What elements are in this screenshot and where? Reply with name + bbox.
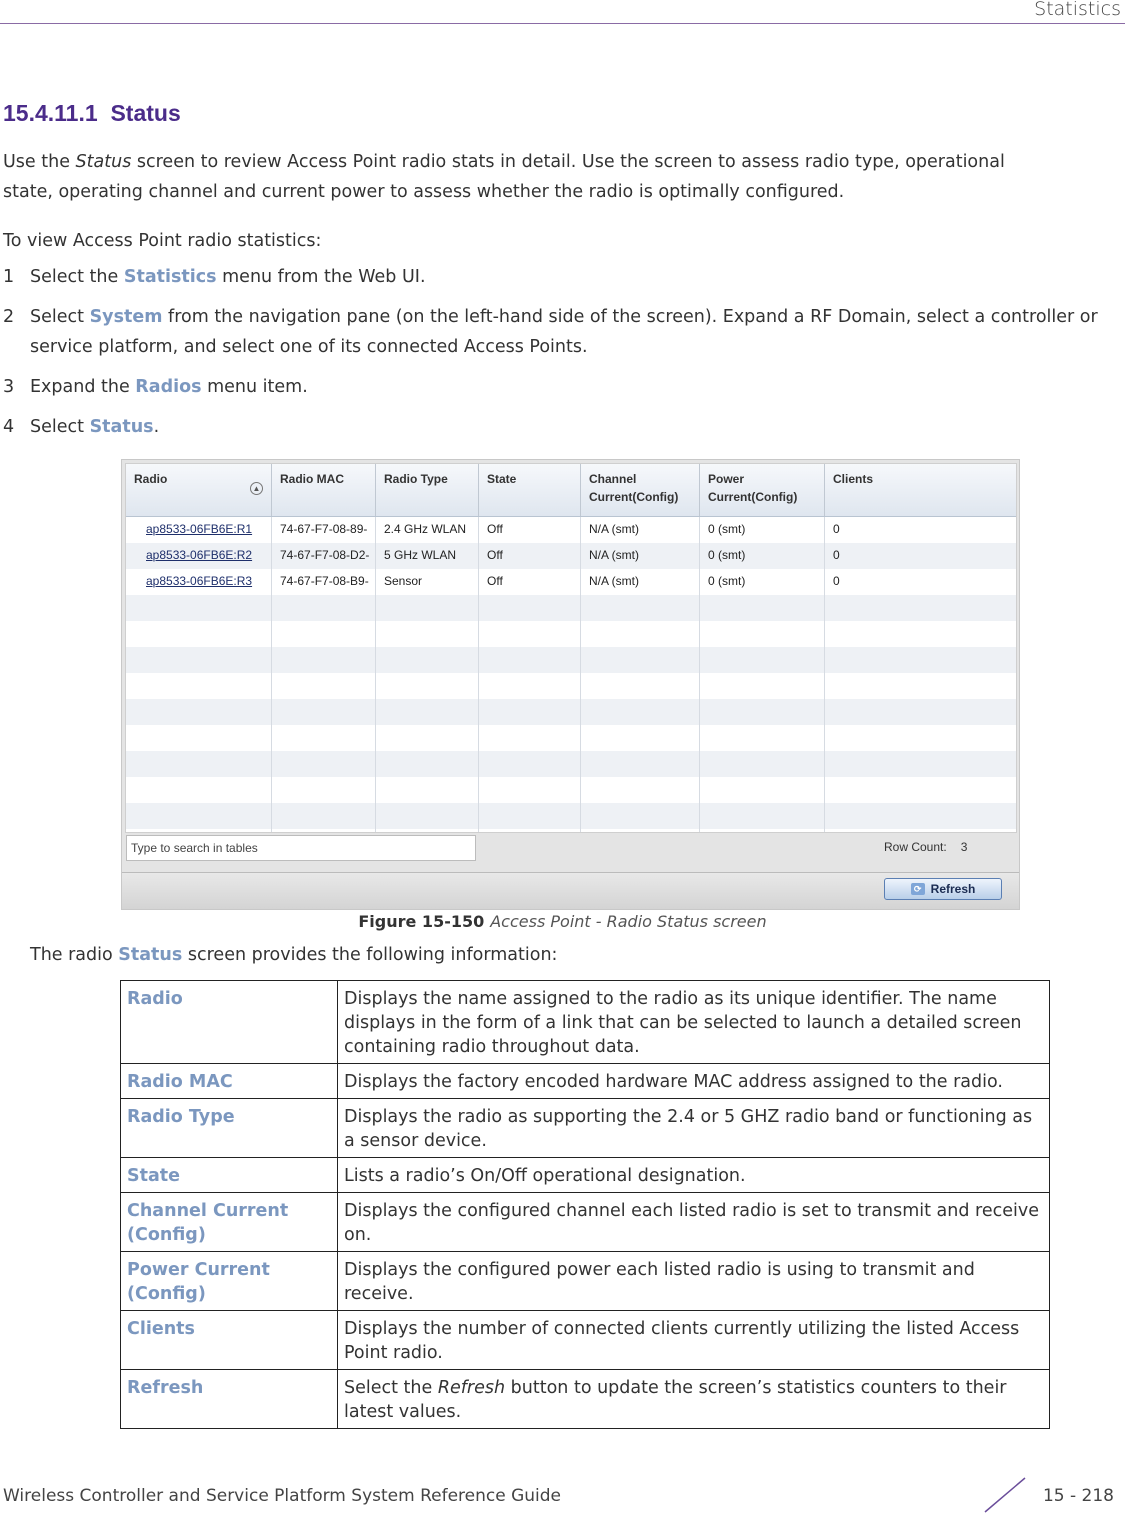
table-row bbox=[121, 1158, 1050, 1193]
table-cell: N/A (smt) bbox=[589, 522, 639, 536]
step-4 bbox=[3, 412, 1113, 442]
step-text: Select the bbox=[30, 267, 124, 287]
section-title: Status bbox=[110, 100, 181, 126]
step-2 bbox=[3, 302, 1113, 362]
table-row bbox=[121, 1370, 1050, 1429]
column-header-radio-mac[interactable]: Radio MAC bbox=[272, 464, 376, 516]
step-text: Select bbox=[30, 307, 90, 327]
step-keyword: Radios bbox=[135, 377, 202, 397]
procedure-steps bbox=[3, 262, 1113, 452]
table-row[interactable] bbox=[126, 517, 1016, 543]
grid-stripe bbox=[126, 647, 1016, 673]
table-cell: 0 (smt) bbox=[708, 522, 746, 536]
figure-label: Figure 15-150 bbox=[358, 912, 485, 931]
column-header-radio[interactable] bbox=[126, 464, 272, 516]
field-term: Refresh bbox=[121, 1370, 338, 1429]
info-intro bbox=[30, 940, 557, 970]
intro-text-cont: screen to review Access Point radio stats in detail. Use the screen to assess radio type, operational bbox=[131, 152, 1005, 172]
table-search-input[interactable]: Type to search in tables bbox=[126, 835, 476, 861]
header-rule bbox=[0, 23, 1125, 24]
field-term: Radio Type bbox=[121, 1099, 338, 1158]
radio-link[interactable]: ap8533-06FB6E:R2 bbox=[146, 548, 253, 562]
table-cell: 0 (smt) bbox=[708, 548, 746, 562]
grid-stripe bbox=[126, 621, 1016, 647]
step-text: Expand the bbox=[30, 377, 136, 397]
table-row[interactable] bbox=[126, 543, 1016, 569]
page-number: 15 - 218 bbox=[1042, 1486, 1114, 1506]
table-cell: 74-67-F7-08-B9- bbox=[280, 574, 369, 588]
figure-caption-text: Access Point - Radio Status screen bbox=[490, 912, 767, 931]
table-row bbox=[121, 1252, 1050, 1311]
field-term: Radio bbox=[121, 981, 338, 1064]
field-description bbox=[338, 1370, 1050, 1429]
section-number: 15.4.11.1 bbox=[3, 100, 98, 126]
field-term: Channel Current (Config) bbox=[121, 1193, 338, 1252]
info-intro-keyword: Status bbox=[118, 945, 183, 965]
grid-stripe bbox=[126, 777, 1016, 803]
field-description: Displays the factory encoded hardware MAC address assigned to the radio. bbox=[338, 1064, 1050, 1099]
table-cell: 0 bbox=[833, 574, 840, 588]
step-text: menu item. bbox=[201, 377, 308, 397]
radio-link[interactable]: ap8533-06FB6E:R1 bbox=[146, 522, 253, 536]
table-row bbox=[121, 1064, 1050, 1099]
refresh-button[interactable] bbox=[884, 878, 1002, 900]
step-text: from the navigation pane (on the left-hand side of the screen). Expand a RF Domain, select a controller or service platform, and select one of its connected Access Points. bbox=[30, 307, 1098, 357]
table-cell: Sensor bbox=[384, 574, 423, 588]
row-count-label: Row Count: bbox=[884, 840, 947, 854]
grid-stripe bbox=[126, 699, 1016, 725]
row-count-value: 3 bbox=[960, 840, 968, 854]
grid-column-separator bbox=[824, 517, 825, 832]
field-description: Displays the name assigned to the radio as its unique identifier. The name displays in the form of a link that can be selected to launch a detailed screen containing radio throughout data. bbox=[338, 981, 1050, 1064]
field-term: Clients bbox=[121, 1311, 338, 1370]
grid-header bbox=[126, 464, 1016, 517]
intro-line2: state, operating channel and current power to assess whether the radio is optimally configured. bbox=[3, 182, 845, 202]
figure-caption bbox=[0, 912, 1125, 931]
table-cell: N/A (smt) bbox=[589, 548, 639, 562]
footer-slash-decoration bbox=[980, 1475, 1030, 1515]
field-term: Radio MAC bbox=[121, 1064, 338, 1099]
desc-text: button to update the screen’s statistics counters to their latest values. bbox=[344, 1378, 1007, 1422]
desc-emphasis: Refresh bbox=[437, 1378, 506, 1398]
radio-status-screenshot bbox=[121, 459, 1020, 910]
table-cell: Off bbox=[487, 574, 503, 588]
step-3 bbox=[3, 372, 1113, 402]
table-cell: 0 bbox=[833, 522, 840, 536]
table-cell: 74-67-F7-08-D2- bbox=[280, 548, 370, 562]
sort-icon[interactable]: ▲ bbox=[250, 482, 263, 495]
step-text: menu from the Web UI. bbox=[216, 267, 426, 287]
desc-text: Select the bbox=[344, 1378, 438, 1398]
step-keyword: Statistics bbox=[123, 267, 217, 287]
column-header-channel[interactable]: Channel Current(Config) bbox=[581, 464, 700, 516]
table-row bbox=[121, 1099, 1050, 1158]
table-row bbox=[121, 1193, 1050, 1252]
field-description: Displays the number of connected clients currently utilizing the listed Access Point radio. bbox=[338, 1311, 1050, 1370]
field-description: Displays the configured channel each listed radio is set to transmit and receive on. bbox=[338, 1193, 1050, 1252]
intro-emphasis: Status bbox=[75, 152, 132, 172]
grid-column-separator bbox=[271, 517, 272, 832]
grid-stripe bbox=[126, 803, 1016, 829]
table-cell: 0 bbox=[833, 548, 840, 562]
info-intro-text: The radio bbox=[30, 945, 119, 965]
refresh-label: Refresh bbox=[930, 882, 976, 896]
table-cell: 74-67-F7-08-89- bbox=[280, 522, 368, 536]
field-description: Displays the radio as supporting the 2.4 or 5 GHZ radio band or functioning as a sensor device. bbox=[338, 1099, 1050, 1158]
grid-stripe bbox=[126, 751, 1016, 777]
field-description: Displays the configured power each listed radio is using to transmit and receive. bbox=[338, 1252, 1050, 1311]
to-view-text: To view Access Point radio statistics: bbox=[3, 231, 322, 251]
grid-column-separator bbox=[580, 517, 581, 832]
table-cell: Off bbox=[487, 522, 503, 536]
step-keyword: System bbox=[89, 307, 163, 327]
running-header: Statistics bbox=[1034, 0, 1121, 20]
grid-column-separator bbox=[375, 517, 376, 832]
grid-body bbox=[126, 517, 1016, 832]
row-count bbox=[884, 840, 967, 854]
table-row bbox=[121, 981, 1050, 1064]
radio-link[interactable]: ap8533-06FB6E:R3 bbox=[146, 574, 253, 588]
field-term: State bbox=[121, 1158, 338, 1193]
step-number: 1 bbox=[3, 267, 15, 287]
radio-status-grid bbox=[125, 463, 1017, 833]
grid-stripe bbox=[126, 595, 1016, 621]
column-label: Radio bbox=[134, 472, 168, 486]
step-1 bbox=[3, 262, 1113, 292]
intro-text: Use the bbox=[3, 152, 76, 172]
section-heading bbox=[3, 100, 181, 127]
info-intro-text: screen provides the following information: bbox=[182, 945, 558, 965]
grid-stripe bbox=[126, 673, 1016, 699]
table-row bbox=[121, 1311, 1050, 1370]
column-header-radio-type[interactable]: Radio Type bbox=[376, 464, 479, 516]
grid-column-separator bbox=[478, 517, 479, 832]
table-cell: 0 (smt) bbox=[708, 574, 746, 588]
intro-paragraph bbox=[3, 147, 1118, 207]
refresh-icon: ⟳ bbox=[911, 883, 925, 895]
step-number: 2 bbox=[3, 307, 15, 327]
table-cell: Off bbox=[487, 548, 503, 562]
footer-guide-title: Wireless Controller and Service Platform System Reference Guide bbox=[3, 1486, 562, 1506]
table-cell: 2.4 GHz WLAN bbox=[384, 522, 467, 536]
step-text: . bbox=[153, 417, 160, 437]
step-text: Select bbox=[30, 417, 90, 437]
grid-stripe bbox=[126, 725, 1016, 751]
step-keyword: Status bbox=[89, 417, 154, 437]
field-description-table bbox=[120, 980, 1050, 1429]
column-header-state[interactable]: State bbox=[479, 464, 581, 516]
table-cell: 5 GHz WLAN bbox=[384, 548, 457, 562]
step-number: 3 bbox=[3, 377, 15, 397]
field-term: Power Current (Config) bbox=[121, 1252, 338, 1311]
grid-column-separator bbox=[699, 517, 700, 832]
column-header-power[interactable]: Power Current(Config) bbox=[700, 464, 825, 516]
field-description: Lists a radio’s On/Off operational designation. bbox=[338, 1158, 1050, 1193]
table-cell: N/A (smt) bbox=[589, 574, 639, 588]
column-header-clients[interactable]: Clients bbox=[833, 472, 874, 486]
step-number: 4 bbox=[3, 417, 15, 437]
table-row[interactable] bbox=[126, 569, 1016, 595]
